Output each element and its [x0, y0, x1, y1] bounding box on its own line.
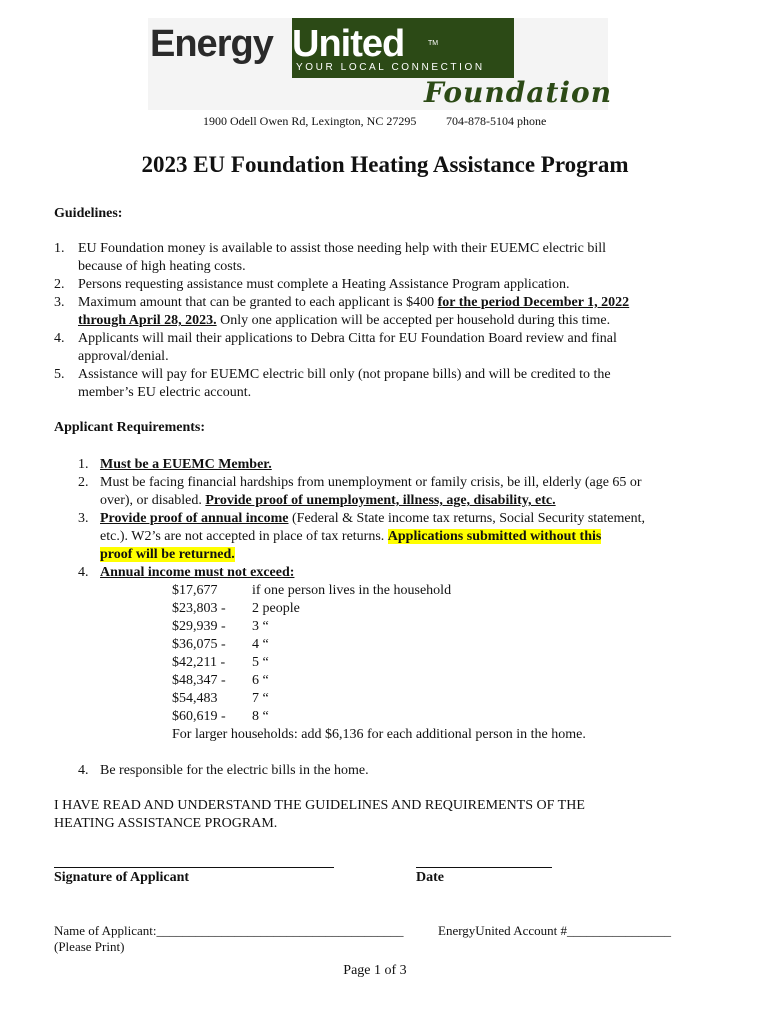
requirement-3-line-3	[100, 546, 235, 564]
requirement-3-plain: (Federal & State income tax returns, Social Security statement,	[288, 511, 646, 526]
guideline-3-period-start: for the period December 1, 2022	[437, 295, 630, 310]
income-amount: $23,803 -	[172, 601, 226, 616]
guideline-number: 5.	[54, 367, 65, 382]
acknowledgement-line-1: I HAVE READ AND UNDERSTAND THE GUIDELINES AND REQUIREMENTS OF THE	[54, 798, 585, 813]
requirement-3-highlight: Applications submitted without this	[387, 529, 602, 544]
requirement-2-line-2	[100, 492, 556, 510]
guideline-4-line-2: approval/denial.	[78, 349, 169, 364]
income-amount: $29,939 -	[172, 619, 226, 634]
income-amount: $54,483	[172, 691, 218, 706]
requirement-number: 4.	[78, 763, 89, 778]
guideline-3-period-end: through April 28, 2023.	[78, 313, 217, 328]
logo-energy-text: Energy	[150, 23, 273, 65]
requirement-1	[100, 456, 272, 474]
requirement-3-line-1	[100, 510, 645, 528]
phone: 704-878-5104 phone	[446, 114, 547, 128]
acknowledgement-line-2: HEATING ASSISTANCE PROGRAM.	[54, 816, 278, 831]
larger-households-note: For larger households: add $6,136 for each additional person in the home.	[172, 727, 586, 742]
household-size: 7 “	[252, 691, 269, 706]
date-field[interactable]	[416, 867, 552, 868]
income-amount: $48,347 -	[172, 673, 226, 688]
guideline-3-plain-2: Only one application will be accepted per household during this time.	[216, 313, 611, 328]
guidelines-heading: Guidelines:	[54, 206, 123, 221]
requirement-2-proof: Provide proof of unemployment, illness, age, disability, etc.	[205, 493, 556, 508]
requirement-2-line-1: Must be facing financial hardships from unemployment or family crisis, be ill, elderly (age 65 or	[100, 475, 642, 490]
guideline-3-line-2	[78, 312, 610, 330]
guideline-number: 2.	[54, 277, 65, 292]
guideline-1-line-2: because of high heating costs.	[78, 259, 246, 274]
requirement-5: Be responsible for the electric bills in the home.	[100, 763, 369, 778]
guideline-number: 1.	[54, 241, 65, 256]
requirement-4-text: Annual income must not exceed:	[100, 565, 295, 580]
guideline-1-line-1: EU Foundation money is available to assist those needing help with their EUEMC electric bill	[78, 241, 607, 256]
household-size: 3 “	[252, 619, 269, 634]
income-amount: $42,211 -	[172, 655, 226, 670]
requirement-4	[100, 564, 294, 582]
logo-trademark: TM	[428, 40, 439, 47]
requirement-number: 1.	[78, 457, 89, 472]
requirement-number: 2.	[78, 475, 89, 490]
household-size: if one person lives in the household	[252, 583, 452, 598]
address: 1900 Odell Owen Rd, Lexington, NC 27295	[203, 114, 417, 128]
requirement-3-plain-2: etc.). W2’s are not accepted in place of tax returns.	[100, 529, 388, 544]
logo-foundation-text: Foundation	[424, 76, 613, 109]
guideline-number: 4.	[54, 331, 65, 346]
page-title: 2023 EU Foundation Heating Assistance Program	[141, 152, 629, 177]
guideline-5-line-2: member’s EU electric account.	[78, 385, 252, 400]
requirements-heading: Applicant Requirements:	[54, 420, 206, 435]
logo-united-text: United	[292, 23, 405, 65]
requirement-3-highlight-2: proof will be returned.	[100, 547, 235, 562]
household-size: 2 people	[252, 601, 300, 616]
household-size: 8 “	[252, 709, 269, 724]
requirement-number: 3.	[78, 511, 89, 526]
requirement-2-plain: over), or disabled.	[100, 493, 206, 508]
page-number: Page 1 of 3	[343, 963, 407, 978]
guideline-number: 3.	[54, 295, 65, 310]
print-note: (Please Print)	[54, 939, 125, 954]
household-size: 4 “	[252, 637, 269, 652]
date-label: Date	[416, 870, 444, 885]
requirement-3-proof: Provide proof of annual income	[100, 511, 289, 526]
income-amount: $17,677	[172, 583, 218, 598]
signature-field[interactable]	[54, 867, 334, 868]
signature-label: Signature of Applicant	[54, 870, 190, 885]
guideline-3-line-1	[78, 294, 629, 312]
guideline-3-plain: Maximum amount that can be granted to each applicant is $400	[78, 295, 438, 310]
requirement-3-line-2	[100, 528, 601, 546]
guideline-4-line-1: Applicants will mail their applications to Debra Citta for EU Foundation Board review and final	[78, 331, 617, 346]
household-size: 6 “	[252, 673, 269, 688]
account-number-field[interactable]: EnergyUnited Account #________________	[438, 923, 672, 938]
household-size: 5 “	[252, 655, 269, 670]
applicant-name-field[interactable]: Name of Applicant:______________________________________	[54, 923, 404, 938]
guideline-5-line-1: Assistance will pay for EUEMC electric bill only (not propane bills) and will be credited to the	[78, 367, 611, 382]
guideline-2-line-1: Persons requesting assistance must complete a Heating Assistance Program application.	[78, 277, 570, 292]
requirement-1-text: Must be a EUEMC Member.	[100, 457, 272, 472]
requirement-number: 4.	[78, 565, 89, 580]
logo-tagline: YOUR LOCAL CONNECTION	[296, 62, 485, 73]
income-amount: $60,619 -	[172, 709, 226, 724]
income-amount: $36,075 -	[172, 637, 226, 652]
